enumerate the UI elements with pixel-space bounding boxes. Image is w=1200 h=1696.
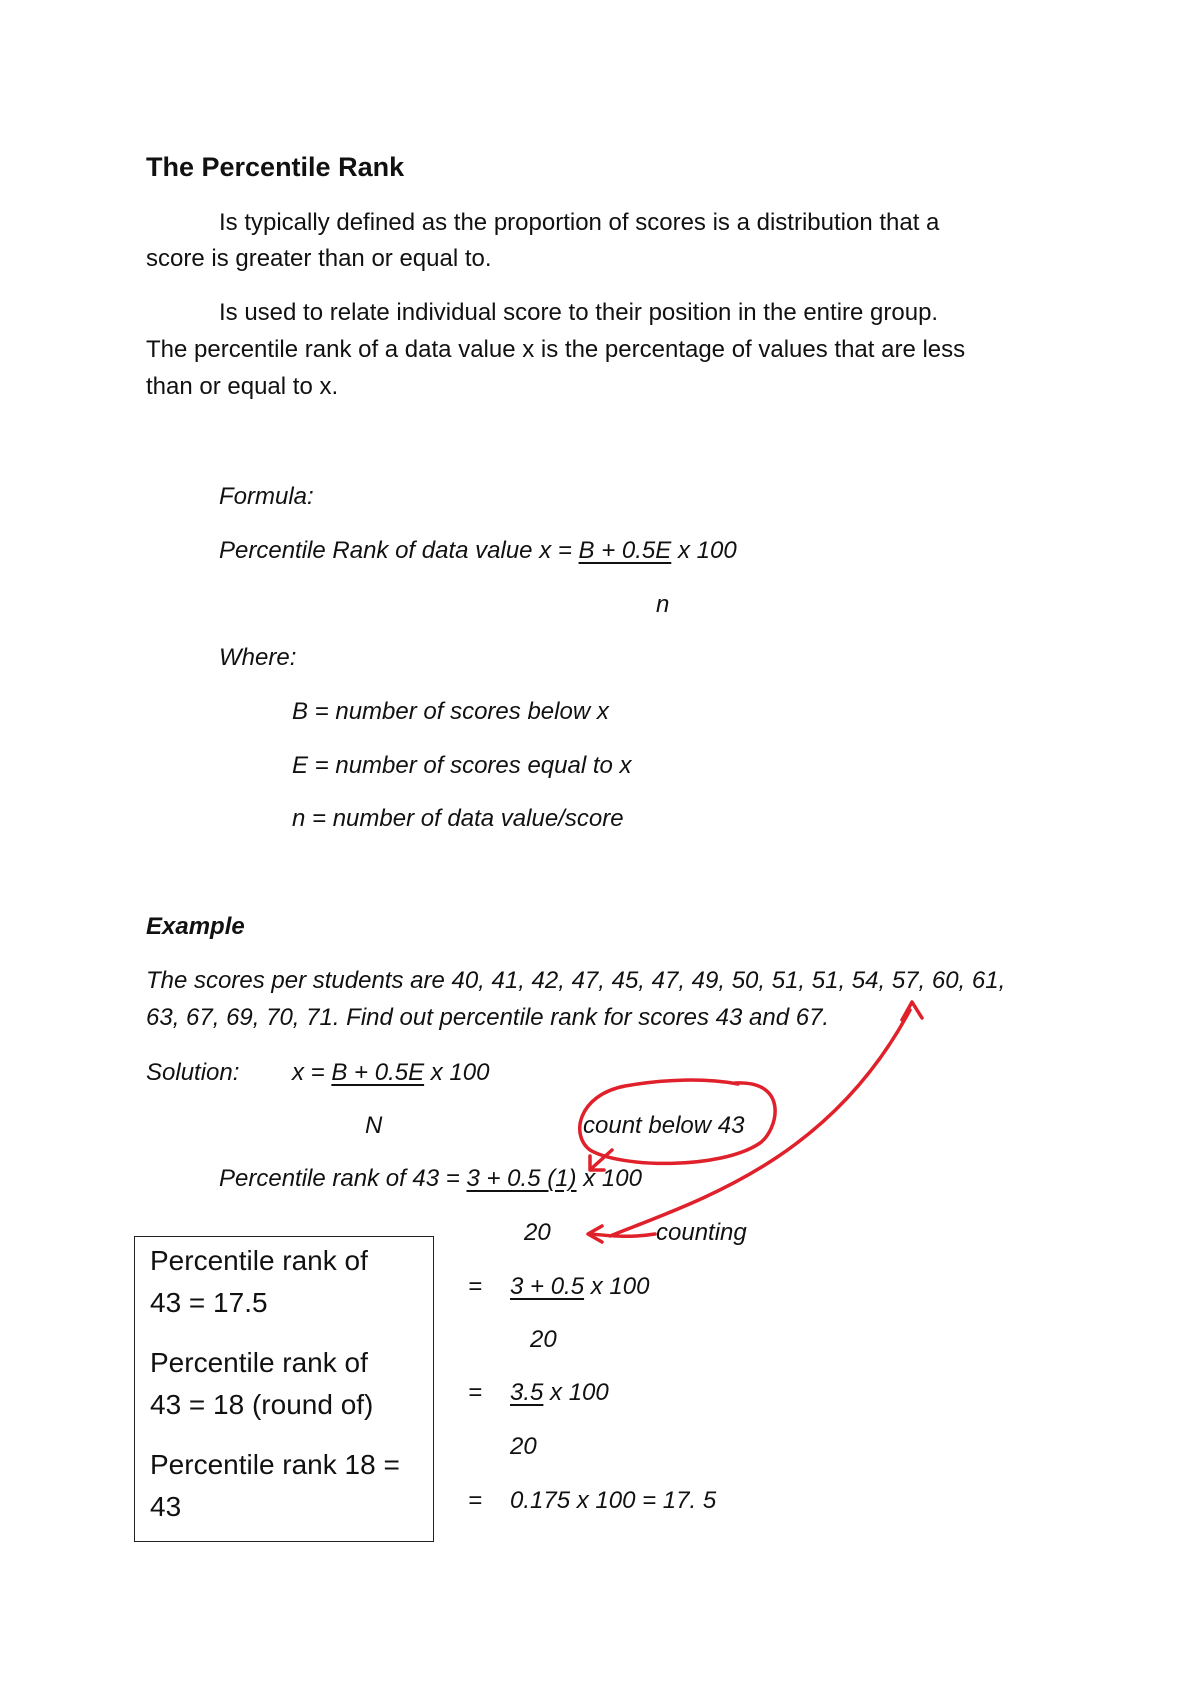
step3-equals: = (468, 1379, 483, 1406)
step2-equals: = (468, 1273, 483, 1300)
summary-line: Percentile rank of (150, 1245, 368, 1276)
step2-times: x 100 (584, 1273, 650, 1300)
solution-formula (292, 1058, 489, 1088)
circled-annotation: count below 43 (583, 1112, 745, 1139)
step1-denominator: 20 (524, 1219, 551, 1246)
solution-denominator: N (365, 1112, 383, 1139)
definition-line: Is used to relate individual score to their position in the entire group. (219, 299, 939, 326)
formula-times: x 100 (671, 537, 737, 564)
step1-times: x 100 (576, 1165, 642, 1192)
ink-arrow-to-20 (590, 1234, 655, 1236)
step2-numerator: 3 + 0.5 (510, 1273, 585, 1300)
summary-line: 43 = 17.5 (150, 1287, 268, 1318)
solution-label: Solution: (146, 1059, 240, 1086)
summary-line: 43 = 18 (round of) (150, 1389, 374, 1420)
definition-line: score is greater than or equal to. (146, 245, 492, 272)
example-heading: Example (146, 913, 245, 940)
definition-line: Is typically defined as the proportion of scores is a distribution that a (219, 209, 940, 236)
formula-denominator: n (656, 591, 670, 618)
formula-line (219, 536, 737, 566)
counting-annotation: counting (656, 1219, 747, 1246)
solution-times: x 100 (424, 1059, 490, 1086)
where-label: Where: (219, 644, 297, 671)
step1-numerator: 3 + 0.5 (1) (466, 1165, 577, 1192)
example-line: 63, 67, 69, 70, 71. Find out percentile rank for scores 43 and 67. (146, 1004, 830, 1031)
solution-x: x = (292, 1059, 332, 1086)
definition-b: B = number of scores below x (292, 698, 609, 725)
solution-numerator: B + 0.5E (331, 1059, 425, 1086)
formula-lhs: Percentile Rank of data value x = (219, 537, 579, 564)
step1-lhs: Percentile rank of 43 = (219, 1165, 467, 1192)
step4-equals: = (468, 1487, 483, 1514)
definition-line: The percentile rank of a data value x is the percentage of values that are less (146, 336, 966, 363)
summary-line: Percentile rank of (150, 1347, 368, 1378)
summary-line: Percentile rank 18 = (150, 1449, 400, 1480)
step3-line (510, 1378, 609, 1408)
ink-arrowhead (902, 1002, 922, 1020)
definition-n: n = number of data value/score (292, 805, 624, 832)
example-line: The scores per students are 40, 41, 42, 47, 45, 47, 49, 50, 51, 51, 54, 57, 60, 61, (146, 967, 1006, 994)
step3-denominator: 20 (510, 1433, 537, 1460)
step1-line (219, 1164, 642, 1194)
step4-result: 0.175 x 100 = 17. 5 (510, 1487, 717, 1514)
page-title: The Percentile Rank (146, 152, 405, 182)
definition-line: than or equal to x. (146, 373, 339, 400)
formula-numerator: B + 0.5E (578, 537, 672, 564)
step3-times: x 100 (543, 1379, 609, 1406)
definition-e: E = number of scores equal to x (292, 752, 632, 779)
summary-line: 43 (150, 1491, 182, 1522)
step2-line (510, 1272, 649, 1302)
ink-arrowhead (588, 1226, 602, 1242)
step2-denominator: 20 (530, 1326, 557, 1353)
formula-heading: Formula: (219, 483, 314, 510)
step3-numerator: 3.5 (510, 1379, 544, 1406)
